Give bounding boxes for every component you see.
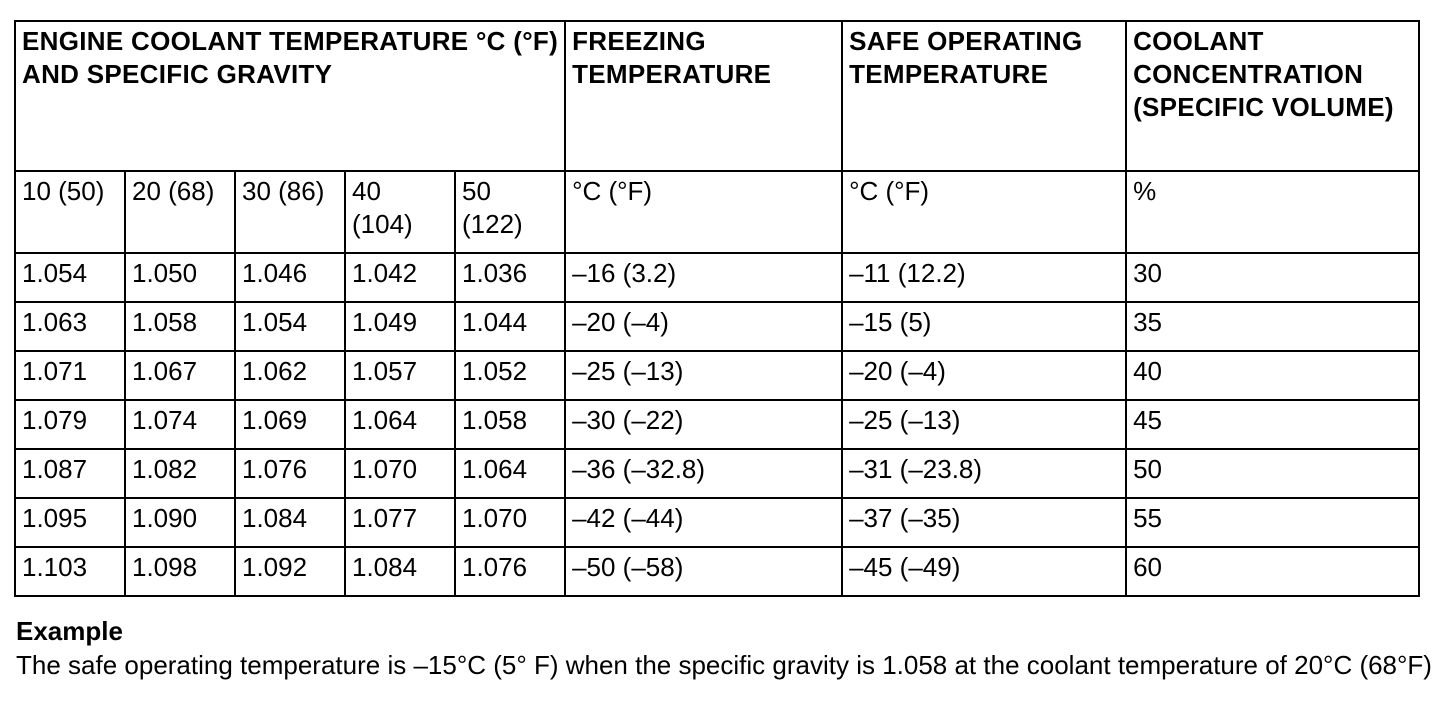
table-cell: 1.062 — [235, 351, 345, 400]
table-cell: 1.070 — [455, 498, 565, 547]
table-cell: 40 — [1126, 351, 1419, 400]
table-cell: 60 — [1126, 547, 1419, 596]
table-cell: 1.064 — [455, 449, 565, 498]
unit-cell: 20 (68) — [125, 171, 235, 253]
unit-cell: 30 (86) — [235, 171, 345, 253]
header-row — [15, 21, 1419, 171]
table-cell: 1.103 — [15, 547, 125, 596]
table-cell: 1.076 — [235, 449, 345, 498]
table-cell: –36 (–32.8) — [565, 449, 842, 498]
table-cell: 1.042 — [345, 253, 455, 302]
unit-cell: 10 (50) — [15, 171, 125, 253]
table-cell: 1.052 — [455, 351, 565, 400]
table-cell: 1.082 — [125, 449, 235, 498]
table-cell: 55 — [1126, 498, 1419, 547]
table-cell: –25 (–13) — [565, 351, 842, 400]
table-cell: 1.090 — [125, 498, 235, 547]
table-cell: –15 (5) — [842, 302, 1126, 351]
unit-cell: °C (°F) — [842, 171, 1126, 253]
coolant-specific-gravity-table — [14, 20, 1420, 597]
table-cell: 35 — [1126, 302, 1419, 351]
table-cell: –25 (–13) — [842, 400, 1126, 449]
table-cell: 1.067 — [125, 351, 235, 400]
table-cell: –31 (–23.8) — [842, 449, 1126, 498]
table-cell: 30 — [1126, 253, 1419, 302]
table-cell: –11 (12.2) — [842, 253, 1126, 302]
example-note — [16, 614, 1436, 682]
table-row — [15, 547, 1419, 596]
table-cell: 1.092 — [235, 547, 345, 596]
table-row — [15, 253, 1419, 302]
header-safe-operating-temperature: SAFE OPERATING TEMPERATURE — [842, 21, 1126, 171]
table-cell: 1.058 — [125, 302, 235, 351]
table-cell: 1.077 — [345, 498, 455, 547]
data-rows — [15, 253, 1419, 596]
table-cell: 1.050 — [125, 253, 235, 302]
unit-cell: % — [1126, 171, 1419, 253]
table-row — [15, 498, 1419, 547]
example-title: Example — [16, 616, 123, 646]
table-cell: 1.087 — [15, 449, 125, 498]
table-cell: 1.054 — [235, 302, 345, 351]
header-coolant-concentration: COOLANT CONCENTRATION (SPECIFIC VOLUME) — [1126, 21, 1419, 171]
table-cell: 45 — [1126, 400, 1419, 449]
table-cell: 1.079 — [15, 400, 125, 449]
table-cell: 1.058 — [455, 400, 565, 449]
table-cell: –20 (–4) — [842, 351, 1126, 400]
header-engine-coolant-temperature: ENGINE COOLANT TEMPERATURE °C (°F) AND SPECIFIC GRAVITY — [15, 21, 565, 171]
table-cell: 50 — [1126, 449, 1419, 498]
table-cell: 1.046 — [235, 253, 345, 302]
unit-row — [15, 171, 1419, 253]
table-cell: 1.044 — [455, 302, 565, 351]
table-cell: 1.076 — [455, 547, 565, 596]
table-cell: –45 (–49) — [842, 547, 1126, 596]
table-row — [15, 302, 1419, 351]
table-cell: 1.071 — [15, 351, 125, 400]
table-cell: 1.084 — [345, 547, 455, 596]
table-cell: 1.049 — [345, 302, 455, 351]
table-cell: 1.084 — [235, 498, 345, 547]
table-row — [15, 351, 1419, 400]
example-text: The safe operating temperature is –15°C (5° F) when the specific gravity is 1.058 at the coolant temperature of 20°C (68°F) — [16, 650, 1432, 680]
table-cell: 1.057 — [345, 351, 455, 400]
header-freezing-temperature: FREEZING TEMPERATURE — [565, 21, 842, 171]
table-cell: –42 (–44) — [565, 498, 842, 547]
table-cell: –20 (–4) — [565, 302, 842, 351]
table-cell: 1.063 — [15, 302, 125, 351]
unit-cell: 40 (104) — [345, 171, 455, 253]
table-cell: –37 (–35) — [842, 498, 1126, 547]
table-cell: 1.070 — [345, 449, 455, 498]
table-cell: –50 (–58) — [565, 547, 842, 596]
table-row — [15, 400, 1419, 449]
table-cell: 1.064 — [345, 400, 455, 449]
table-cell: 1.069 — [235, 400, 345, 449]
unit-cell: 50 (122) — [455, 171, 565, 253]
table-cell: –16 (3.2) — [565, 253, 842, 302]
table-cell: 1.036 — [455, 253, 565, 302]
unit-cell: °C (°F) — [565, 171, 842, 253]
table-cell: 1.095 — [15, 498, 125, 547]
table-row — [15, 449, 1419, 498]
table-cell: –30 (–22) — [565, 400, 842, 449]
table-cell: 1.098 — [125, 547, 235, 596]
table-cell: 1.074 — [125, 400, 235, 449]
table-cell: 1.054 — [15, 253, 125, 302]
